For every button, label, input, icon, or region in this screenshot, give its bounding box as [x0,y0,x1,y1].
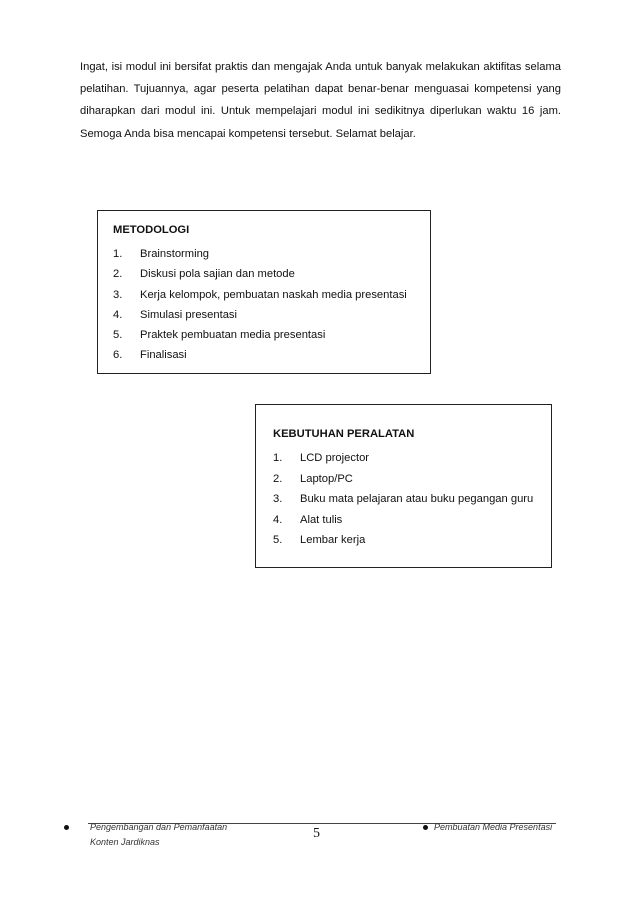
item-text: LCD projector [300,452,370,464]
item-text: Laptop/PC [300,472,353,485]
item-text: Buku mata pelajaran atau buku pegangan guru [300,493,534,505]
list-item [273,469,533,490]
item-number: 5. [273,534,283,546]
item-number: 1. [273,452,283,464]
item-text: Lembar kerja [300,534,366,546]
list-item [113,345,407,365]
item-text: Simulasi presentasi [140,308,238,321]
list-item [113,264,407,284]
item-number: 4. [113,308,123,321]
item-text: Diskusi pola sajian dan metode [140,268,295,281]
metodologi-title: METODOLOGI [113,224,190,236]
list-item [273,530,533,551]
list-item [113,325,407,345]
list-item [273,448,533,469]
item-number: 6. [113,349,123,362]
metodologi-box [97,210,431,374]
list-item [273,510,533,531]
item-text: Finalisasi [140,349,187,362]
list-item [113,305,407,325]
bullet-icon [64,825,69,830]
list-item [113,244,407,264]
item-number: 1. [113,248,123,260]
footer-left-line: Konten Jardiknas [90,837,160,847]
item-number: 5. [113,329,123,342]
item-number: 4. [273,513,283,526]
kebutuhan-peralatan-list [273,448,533,551]
list-item [113,285,407,305]
item-text: Brainstorming [140,248,210,260]
page-number: 5 [313,826,320,841]
intro-paragraph: Ingat, isi modul ini bersifat praktis dan mengajak Anda untuk banyak melakukan aktifitas selama pelatihan. Tujuannya, agar peserta pelatihan dapat benar-benar menguasai kompetensi yang diharapkan dari modul ini. Untuk mempelajari modul ini sedikitnya diperlukan waktu 16 jam. Semoga Anda bisa mencapai kompetensi tersebut. Selamat belajar. [80,61,561,140]
list-item [273,489,533,510]
kebutuhan-peralatan-box [255,404,552,568]
footer-right-text: Pembuatan Media Presentasi [434,822,553,832]
item-number: 3. [273,493,283,505]
item-number: 3. [113,288,123,301]
item-text: Praktek pembuatan media presentasi [140,329,326,342]
metodologi-list [113,244,407,366]
kebutuhan-peralatan-title: KEBUTUHAN PERALATAN [273,428,415,440]
footer-left-line: Pengembangan dan Pemanfaatan [90,822,228,832]
item-text: Alat tulis [300,513,343,526]
item-text: Kerja kelompok, pembuatan naskah media presentasi [140,288,407,301]
bullet-icon [423,825,428,830]
item-number: 2. [273,472,283,485]
item-number: 2. [113,268,123,281]
footer-left-text [90,820,227,850]
